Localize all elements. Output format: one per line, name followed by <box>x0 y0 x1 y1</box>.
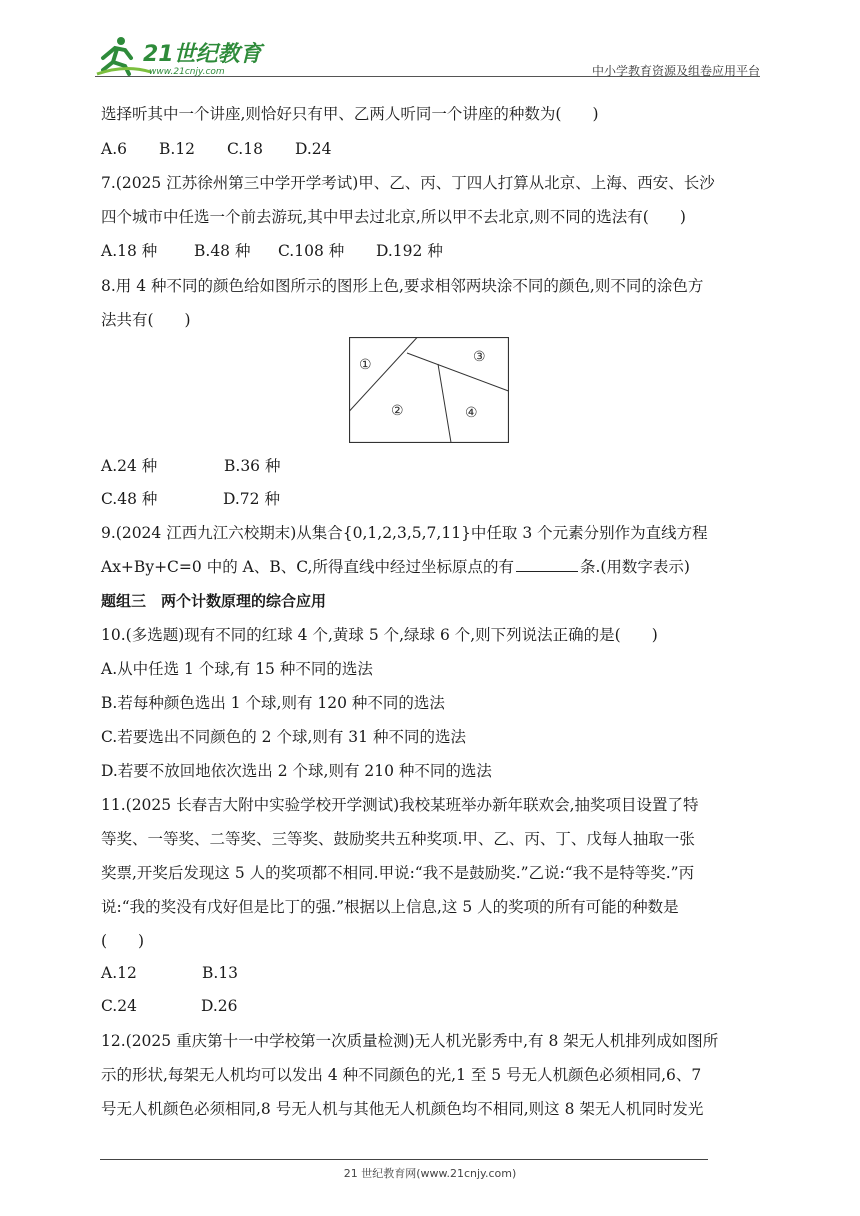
question-9-text-before-blank: Ax+By+C=0 中的 A、B、C,所得直线中经过坐标原点的有 <box>101 558 514 576</box>
question-11-line-4: 说:“我的奖没有戊好但是比丁的强.”根据以上信息,这 5 人的奖项的所有可能的种数是 <box>101 898 679 916</box>
option-d: D.192 种 <box>376 242 443 260</box>
answer-blank[interactable] <box>516 570 578 572</box>
question-9-line-1: 9.(2024 江西九江六校期末)从集合{0,1,2,3,5,7,11}中任取 3 个元素分别作为直线方程 <box>101 524 708 542</box>
region-label-4: ④ <box>465 405 478 421</box>
question-6-text: 选择听其中一个讲座,则恰好只有甲、乙两人听同一个讲座的种数为( ) <box>101 105 599 123</box>
option-d: D.24 <box>295 140 332 158</box>
option-b: B.48 种 <box>194 242 251 260</box>
option-a: A.6 <box>101 140 127 158</box>
option-c: C.108 种 <box>278 242 345 260</box>
divider-line-3 <box>438 364 451 443</box>
question-12-line-3: 号无人机颜色必须相同,8 号无人机与其他无人机颜色均不相同,则这 8 架无人机同时发光 <box>101 1100 704 1118</box>
page-header <box>95 28 760 78</box>
divider-line-1 <box>350 338 418 412</box>
question-11-line-2: 等奖、一等奖、二等奖、三等奖、鼓励奖共五种奖项.甲、乙、丙、丁、戊每人抽取一张 <box>101 830 695 848</box>
footer-text: 21 世纪教育网(www.21cnjy.com) <box>343 1167 517 1180</box>
question-12-line-1: 12.(2025 重庆第十一中学校第一次质量检测)无人机光影秀中,有 8 架无人机排列成如图所 <box>101 1032 719 1050</box>
header-divider <box>95 76 760 77</box>
option-b: B.36 种 <box>224 457 281 475</box>
platform-name: 中小学教育资源及组卷应用平台 <box>591 64 760 78</box>
question-10-option-c: C.若要选出不同颜色的 2 个球,则有 31 种不同的选法 <box>101 728 466 746</box>
question-7-line-1: 7.(2025 江苏徐州第三中学开学考试)甲、乙、丙、丁四人打算从北京、上海、西安、长沙 <box>101 174 715 192</box>
coloring-regions-figure <box>349 337 509 443</box>
question-9-line-2 <box>101 557 690 577</box>
question-8-line-1: 8.用 4 种不同的颜色给如图所示的图形上色,要求相邻两块涂不同的颜色,则不同的涂色方 <box>101 277 704 295</box>
option-c: C.18 <box>227 140 263 158</box>
question-9-text-after-blank: 条.(用数字表示) <box>579 558 690 576</box>
question-8-line-2: 法共有( ) <box>101 311 191 329</box>
question-11-line-5: ( ) <box>101 932 145 950</box>
logo-text: 21世纪教育 <box>143 42 262 67</box>
question-10-option-a: A.从中任选 1 个球,有 15 种不同的选法 <box>101 660 373 678</box>
region-label-3: ③ <box>473 349 486 365</box>
region-label-2: ② <box>391 403 404 419</box>
option-b: B.13 <box>202 964 239 982</box>
option-c: C.48 种 <box>101 490 158 508</box>
section-heading-group-3: 题组三 两个计数原理的综合应用 <box>101 592 327 610</box>
question-11-line-1: 11.(2025 长春吉大附中实验学校开学测试)我校某班举办新年联欢会,抽奖项目设置了特 <box>101 796 699 814</box>
option-c: C.24 <box>101 997 137 1015</box>
question-7-line-2: 四个城市中任选一个前去游玩,其中甲去过北京,所以甲不去北京,则不同的选法有( ) <box>101 208 686 226</box>
question-10-option-b: B.若每种颜色选出 1 个球,则有 120 种不同的选法 <box>101 694 445 712</box>
option-a: A.24 种 <box>101 457 158 475</box>
option-d: D.72 种 <box>223 490 280 508</box>
question-11-line-3: 奖票,开奖后发现这 5 人的奖项都不相同.甲说:“我不是鼓励奖.”乙说:“我不是特等奖.”丙 <box>101 864 695 882</box>
option-b: B.12 <box>159 140 196 158</box>
logo-url: www.21cnjy.com <box>149 67 225 77</box>
question-10-text: 10.(多选题)现有不同的红球 4 个,黄球 5 个,绿球 6 个,则下列说法正确的是( ) <box>101 626 658 644</box>
logo-21cnjy <box>95 34 265 78</box>
option-d: D.26 <box>201 997 238 1015</box>
region-label-1: ① <box>359 357 372 373</box>
footer-divider <box>100 1159 708 1160</box>
option-a: A.12 <box>101 964 137 982</box>
question-12-line-2: 示的形状,每架无人机均可以发出 4 种不同颜色的光,1 至 5 号无人机颜色必须相同,6、7 <box>101 1066 702 1084</box>
question-10-option-d: D.若要不放回地依次选出 2 个球,则有 210 种不同的选法 <box>101 762 492 780</box>
divider-line-2 <box>407 353 509 391</box>
option-a: A.18 种 <box>101 242 158 260</box>
